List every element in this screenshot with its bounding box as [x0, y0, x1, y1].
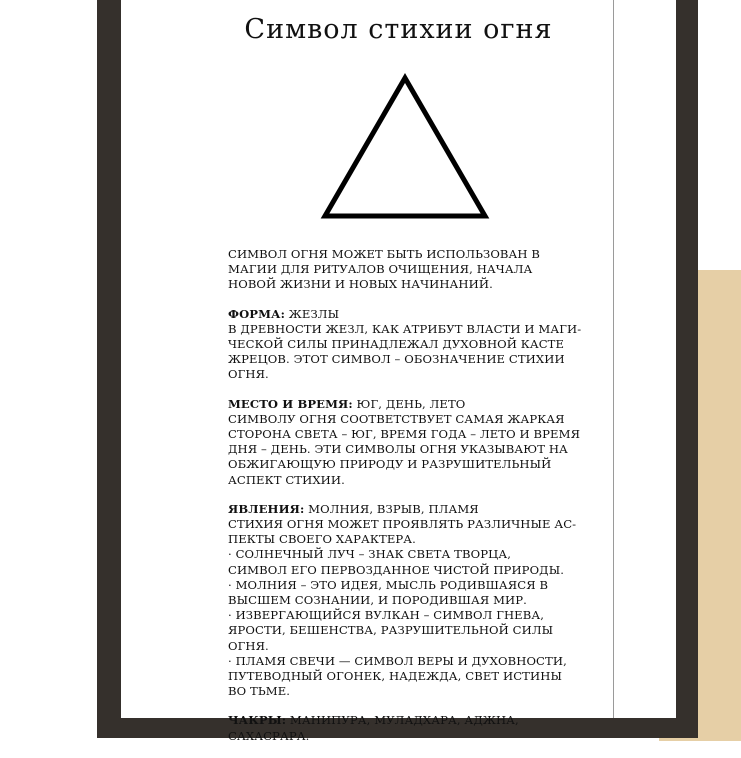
chakras-label: ЧАКРЫ:: [228, 713, 287, 728]
chakras-value: МАНИПУРА, МУЛАДХАРА, АДЖНА,: [289, 713, 519, 728]
intro-paragraph: СИМВОЛ ОГНЯ МОЖЕТ БЫТЬ ИСПОЛЬЗОВАН В МАГИИ ДЛЯ РИТУАЛОВ ОЧИЩЕНИЯ, НАЧАЛА НОВОЙ ЖИЗНИ И НОВЫХ НАЧИНАНИЙ.: [228, 247, 541, 292]
form-label: ФОРМА:: [228, 306, 285, 321]
page-title: Символ стихии огня: [244, 14, 553, 45]
form-section: ФОРМА: ЖЕЗЛЫ В ДРЕВНОСТИ ЖЕЗЛ, КАК АТРИБУТ ВЛАСТИ И МАГИ- ЧЕСКОЙ СИЛЫ ПРИНАДЛЕЖАЛ ДУХОВНОЙ КАСТЕ ЖРЕЦОВ. ЭТОТ СИМВОЛ – ОБОЗНАЧЕНИЕ СТИХИИ ОГНЯ.: [228, 306, 582, 382]
place-time-value: ЮГ, ДЕНЬ, ЛЕТО: [356, 396, 466, 411]
card-divider-line: [613, 0, 614, 718]
fire-triangle-icon: [316, 72, 494, 222]
form-value: ЖЕЗЛЫ: [288, 306, 340, 321]
article-body: [228, 247, 598, 758]
place-time-section: МЕСТО И ВРЕМЯ: ЮГ, ДЕНЬ, ЛЕТО СИМВОЛУ ОГНЯ СООТВЕТСТВУЕТ САМАЯ ЖАРКАЯ СТОРОНА СВЕТА – ЮГ, ВРЕМЯ ГОДА – ЛЕТО И ВРЕМЯ ДНЯ – ДЕНЬ. ЭТИ СИМВОЛЫ ОГНЯ УКАЗЫВАЮТ НА ОБЖИГАЮЩУЮ ПРИРОДУ И РАЗРУШИТЕЛЬНЫЙ АСПЕКТ СТИХИИ.: [228, 396, 581, 487]
phenomena-section: ЯВЛЕНИЯ: МОЛНИЯ, ВЗРЫВ, ПЛАМЯ СТИХИЯ ОГНЯ МОЖЕТ ПРОЯВЛЯТЬ РАЗЛИЧНЫЕ АС- ПЕКТЫ СВОЕГО ХАРАКТЕРА. · СОЛНЕЧНЫЙ ЛУЧ – ЗНАК СВЕТА ТВОРЦА, СИМВОЛ ЕГО ПЕРВОЗДАННОЕ ЧИСТОЙ ПРИРОДЫ. · МОЛНИЯ – ЭТО ИДЕЯ, МЫСЛЬ РОДИВШАЯСЯ В ВЫСШЕМ СОЗНАНИИ, И ПОРОДИВШАЯ МИР. · ИЗВЕРГАЮЩИЙСЯ ВУЛКАН – СИМВОЛ ГНЕВА, ЯРОСТИ, БЕШЕНСТВА, РАЗРУШИТЕЛЬНОЙ СИЛЫ ОГНЯ. · ПЛАМЯ СВЕЧИ — СИМВОЛ ВЕРЫ И ДУХОВНОСТИ, ПУТЕВОДНЫЙ ОГОНЕК, НАДЕЖДА, СВЕТ ИСТИНЫ ВО ТЬМЕ.: [228, 501, 577, 699]
place-time-label: МЕСТО И ВРЕМЯ:: [228, 396, 353, 411]
phenomena-value: МОЛНИЯ, ВЗРЫВ, ПЛАМЯ: [308, 501, 479, 516]
phenomena-label: ЯВЛЕНИЯ:: [228, 501, 305, 516]
chakras-section: ЧАКРЫ: МАНИПУРА, МУЛАДХАРА, АДЖНА, САХАСРАРА.: [228, 713, 519, 743]
